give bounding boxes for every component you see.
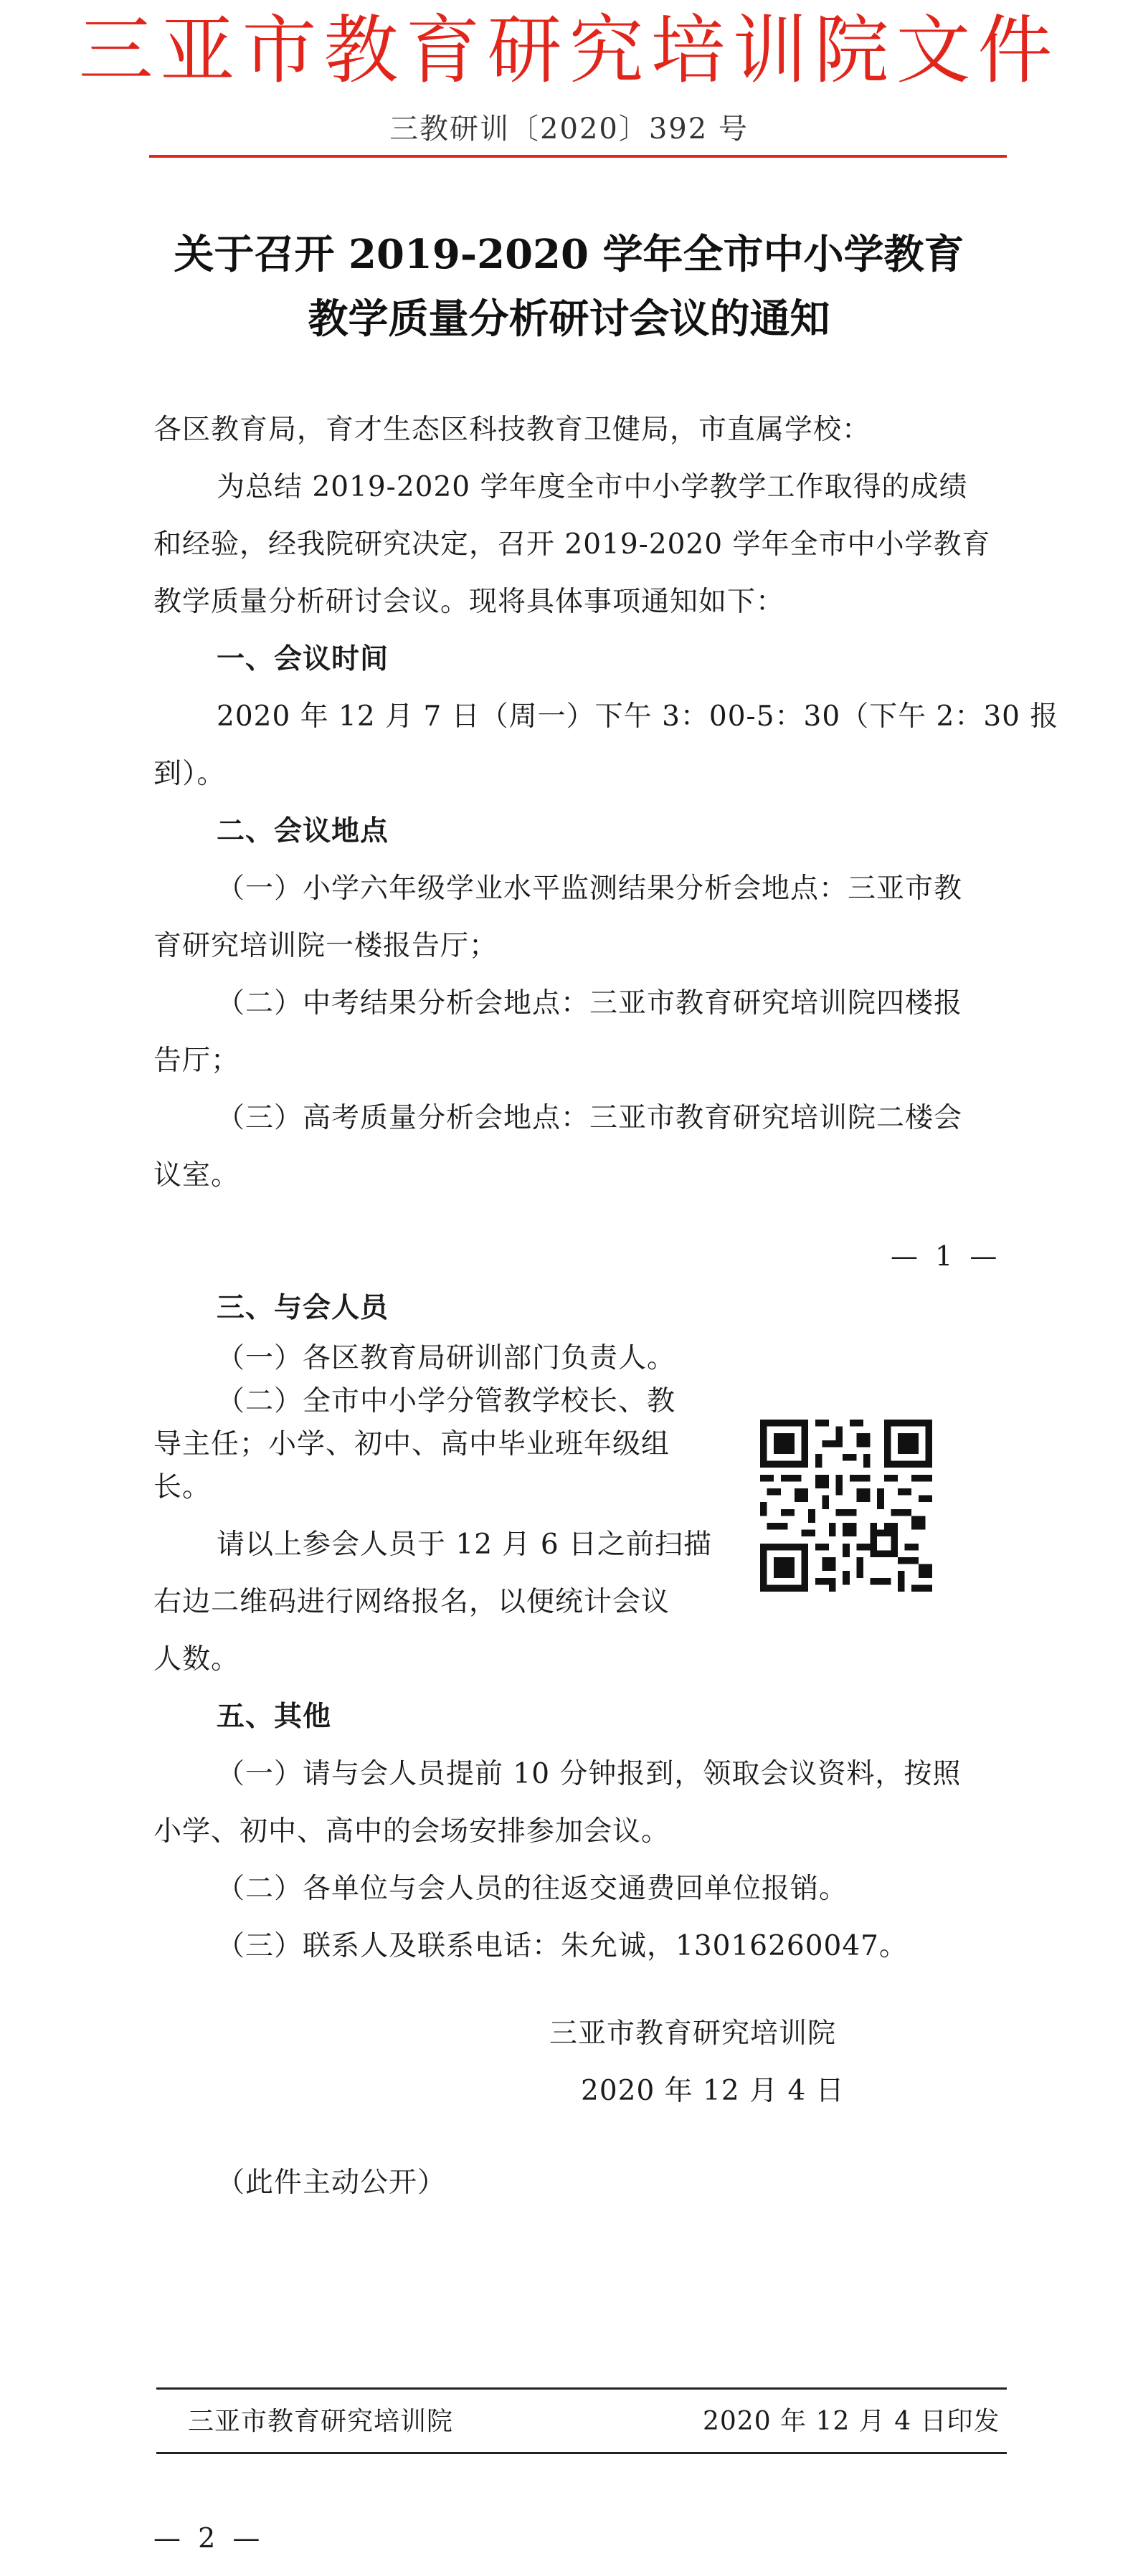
signature-date: 2020 年 12 月 4 日 [581, 2075, 845, 2107]
footer-top-rule [156, 2387, 1007, 2390]
page-number-1: — 1 — [891, 1240, 1002, 1272]
section-5-line-4: （三）联系人及联系电话：朱允诚，13016260047。 [217, 1930, 908, 1962]
footer-print-date: 2020 年 12 月 4 日印发 [703, 2407, 1000, 2436]
section-3-line-3: 导主任；小学、初中、高中毕业班年级组 [153, 1428, 670, 1460]
document-number: 三教研训〔2020〕392 号 [389, 113, 749, 146]
document-header-title: 三亚市教育研究培训院文件 [78, 6, 1060, 94]
section-5-heading: 五、其他 [217, 1701, 332, 1733]
footer-organization: 三亚市教育研究培训院 [188, 2407, 454, 2436]
section-2-line-5: （三）高考质量分析会地点：三亚市教育研究培训院二楼会 [217, 1102, 963, 1134]
section-2-line-4: 告厅； [153, 1045, 240, 1077]
section-1-line-2: 到）。 [153, 758, 226, 790]
page-number-2: — 2 — [153, 2522, 265, 2554]
notice-title-line-2: 教学质量分析研讨会议的通知 [308, 295, 830, 343]
section-3-line-4: 长。 [153, 1471, 212, 1503]
section-2-line-1: （一）小学六年级学业水平监测结果分析会地点：三亚市教 [217, 873, 963, 905]
signature-organization: 三亚市教育研究培训院 [549, 2017, 837, 2050]
section-2-line-6: 议室。 [153, 1159, 240, 1192]
section-3-line-6: 右边二维码进行网络报名，以便统计会议 [153, 1586, 670, 1618]
section-1-heading: 一、会议时间 [217, 643, 389, 675]
section-5-line-1: （一）请与会人员提前 10 分钟报到，领取会议资料，按照 [217, 1758, 962, 1790]
section-2-line-2: 育研究培训院一楼报告厅； [153, 930, 498, 962]
intro-line-3: 教学质量分析研讨会议。现将具体事项通知如下： [153, 586, 785, 618]
section-2-line-3: （二）中考结果分析会地点：三亚市教育研究培训院四楼报 [217, 987, 963, 1020]
salutation: 各区教育局，育才生态区科技教育卫健局，市直属学校： [153, 414, 871, 446]
section-3-line-7: 人数。 [153, 1643, 240, 1676]
section-3-line-1: （一）各区教育局研训部门负责人。 [217, 1342, 676, 1374]
intro-line-2: 和经验，经我院研究决定，召开 2019-2020 学年全市中小学教育 [153, 528, 991, 561]
section-3-line-2: （二）全市中小学分管教学校长、教 [217, 1385, 676, 1417]
section-2-heading: 二、会议地点 [217, 815, 389, 847]
footer-bottom-rule [156, 2452, 1007, 2454]
intro-line-1: 为总结 2019-2020 学年度全市中小学教学工作取得的成绩 [217, 471, 968, 503]
section-3-line-5: 请以上参会人员于 12 月 6 日之前扫描 [217, 1529, 713, 1561]
section-5-line-3: （二）各单位与会人员的往返交通费回单位报销。 [217, 1873, 848, 1905]
section-5-line-2: 小学、初中、高中的会场安排参加会议。 [153, 1815, 670, 1848]
header-red-rule [149, 155, 1007, 158]
qr-code-icon[interactable] [760, 1420, 932, 1592]
section-1-line-1: 2020 年 12 月 7 日（周一）下午 3：00-5：30（下午 2：30 报 [217, 700, 1059, 733]
disclosure-note: （此件主动公开） [217, 2167, 447, 2199]
section-3-heading: 三、与会人员 [217, 1292, 389, 1324]
notice-title-line-1: 关于召开 2019-2020 学年全市中小学教育 [174, 231, 964, 278]
